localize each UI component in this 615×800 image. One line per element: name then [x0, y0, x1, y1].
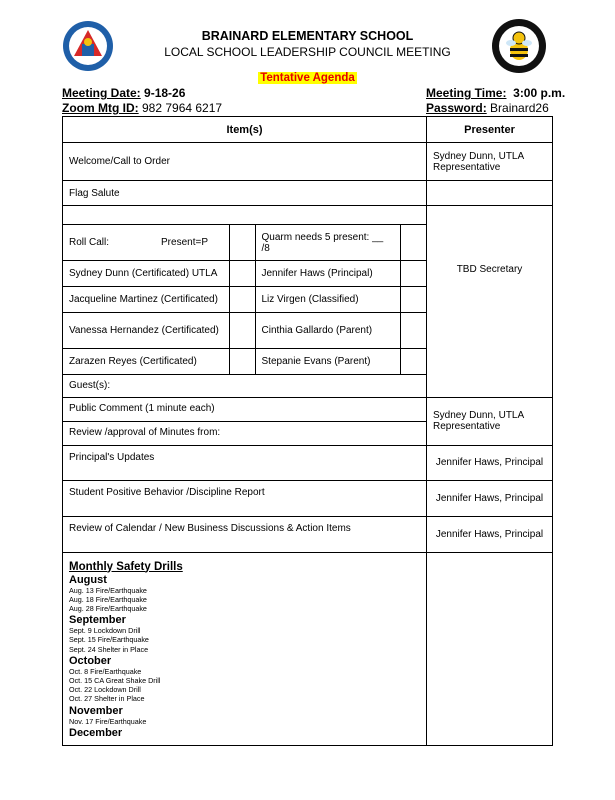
roll-call-table — [63, 224, 427, 397]
welcome-presenter: Sydney Dunn, UTLA Representative — [427, 143, 553, 181]
member-name: Liz Virgen (Classified) — [255, 287, 400, 313]
school-name: BRAINARD ELEMENTARY SCHOOL — [201, 29, 414, 43]
month-november: November — [69, 704, 123, 717]
safety-drills-title: Monthly Safety Drills — [69, 560, 183, 573]
calendar-presenter: Jennifer Haws, Principal — [427, 516, 553, 552]
principal-updates-item: Principal's Updates — [63, 445, 427, 480]
month-september: September — [69, 614, 126, 627]
tentative-label: Tentative Agenda — [260, 72, 355, 84]
welcome-item: Welcome/Call to Order — [63, 143, 427, 181]
behavior-presenter: Jennifer Haws, Principal — [427, 480, 553, 516]
drill-item: Sept. 15 Fire/Earthquake — [69, 635, 149, 645]
member-name: Zarazen Reyes (Certificated) — [63, 349, 229, 375]
items-header: Item(s) — [63, 117, 427, 143]
drill-item: Oct. 15 CA Great Shake Drill — [69, 675, 161, 685]
safety-drills-cell — [63, 552, 427, 745]
calendar-item: Review of Calendar / New Business Discussions & Action Items — [63, 516, 427, 552]
member-name: Sydney Dunn (Certificated) UTLA — [63, 261, 229, 287]
public-presenter: Sydney Dunn, UTLA Representative — [427, 397, 553, 445]
agenda-table — [62, 116, 553, 746]
drill-item: Oct. 8 Fire/Earthquake — [69, 666, 142, 676]
member-name: Vanessa Hernandez (Certificated) — [63, 313, 229, 349]
month-december: December — [69, 726, 123, 739]
review-minutes-item: Review /approval of Minutes from: — [69, 426, 221, 438]
month-october: October — [69, 654, 112, 667]
principal-updates-presenter: Jennifer Haws, Principal — [427, 445, 553, 480]
meeting-date: Meeting Date: 9-18-26 — [62, 86, 186, 100]
member-name: Cinthia Gallardo (Parent) — [255, 313, 400, 349]
quorum-note: Quarm needs 5 present: __ /8 — [255, 225, 400, 261]
table-row — [63, 552, 553, 745]
flag-item: Flag Salute — [63, 181, 427, 206]
member-name: Stepanie Evans (Parent) — [255, 349, 400, 375]
table-row — [63, 445, 553, 480]
drill-item: Nov. 17 Fire/Earthquake — [69, 716, 147, 726]
roll-call-label: Roll Call: Present=P — [63, 225, 229, 261]
public-cell — [63, 397, 427, 445]
table-row — [63, 480, 553, 516]
behavior-item: Student Positive Behavior /Discipline Report — [63, 480, 427, 516]
roll-call-cell — [63, 206, 427, 398]
public-comment-item: Public Comment (1 minute each) — [63, 398, 426, 422]
presenter-header: Presenter — [427, 117, 553, 143]
guests-label: Guest(s): — [63, 375, 427, 397]
drill-item: Sept. 24 Shelter in Place — [69, 644, 149, 654]
table-header-row — [63, 117, 553, 143]
member-name: Jennifer Haws (Principal) — [255, 261, 400, 287]
table-row — [63, 143, 553, 181]
table-row — [63, 206, 553, 398]
table-row — [63, 397, 553, 445]
drill-item: Sept. 9 Lockdown Drill — [69, 626, 141, 636]
drill-item: Aug. 28 Fire/Earthquake — [69, 603, 147, 613]
member-name: Jacqueline Martinez (Certificated) — [63, 287, 229, 313]
drill-item: Aug. 13 Fire/Earthquake — [69, 585, 147, 595]
meeting-time: Meeting Time: 3:00 p.m. — [426, 86, 566, 100]
zoom-id: Zoom Mtg ID: 982 7964 6217 — [62, 101, 223, 115]
drill-item: Oct. 22 Lockdown Drill — [69, 685, 141, 695]
drill-item: Oct. 27 Shelter in Place — [69, 694, 145, 704]
table-row — [63, 516, 553, 552]
month-august: August — [69, 573, 107, 586]
password: Password: Brainard26 — [426, 101, 549, 115]
drill-item: Aug. 18 Fire/Earthquake — [69, 594, 147, 604]
roll-call-presenter: TBD Secretary — [427, 206, 553, 398]
meeting-title: LOCAL SCHOOL LEADERSHIP COUNCIL MEETING — [164, 45, 451, 59]
table-row — [63, 181, 553, 206]
